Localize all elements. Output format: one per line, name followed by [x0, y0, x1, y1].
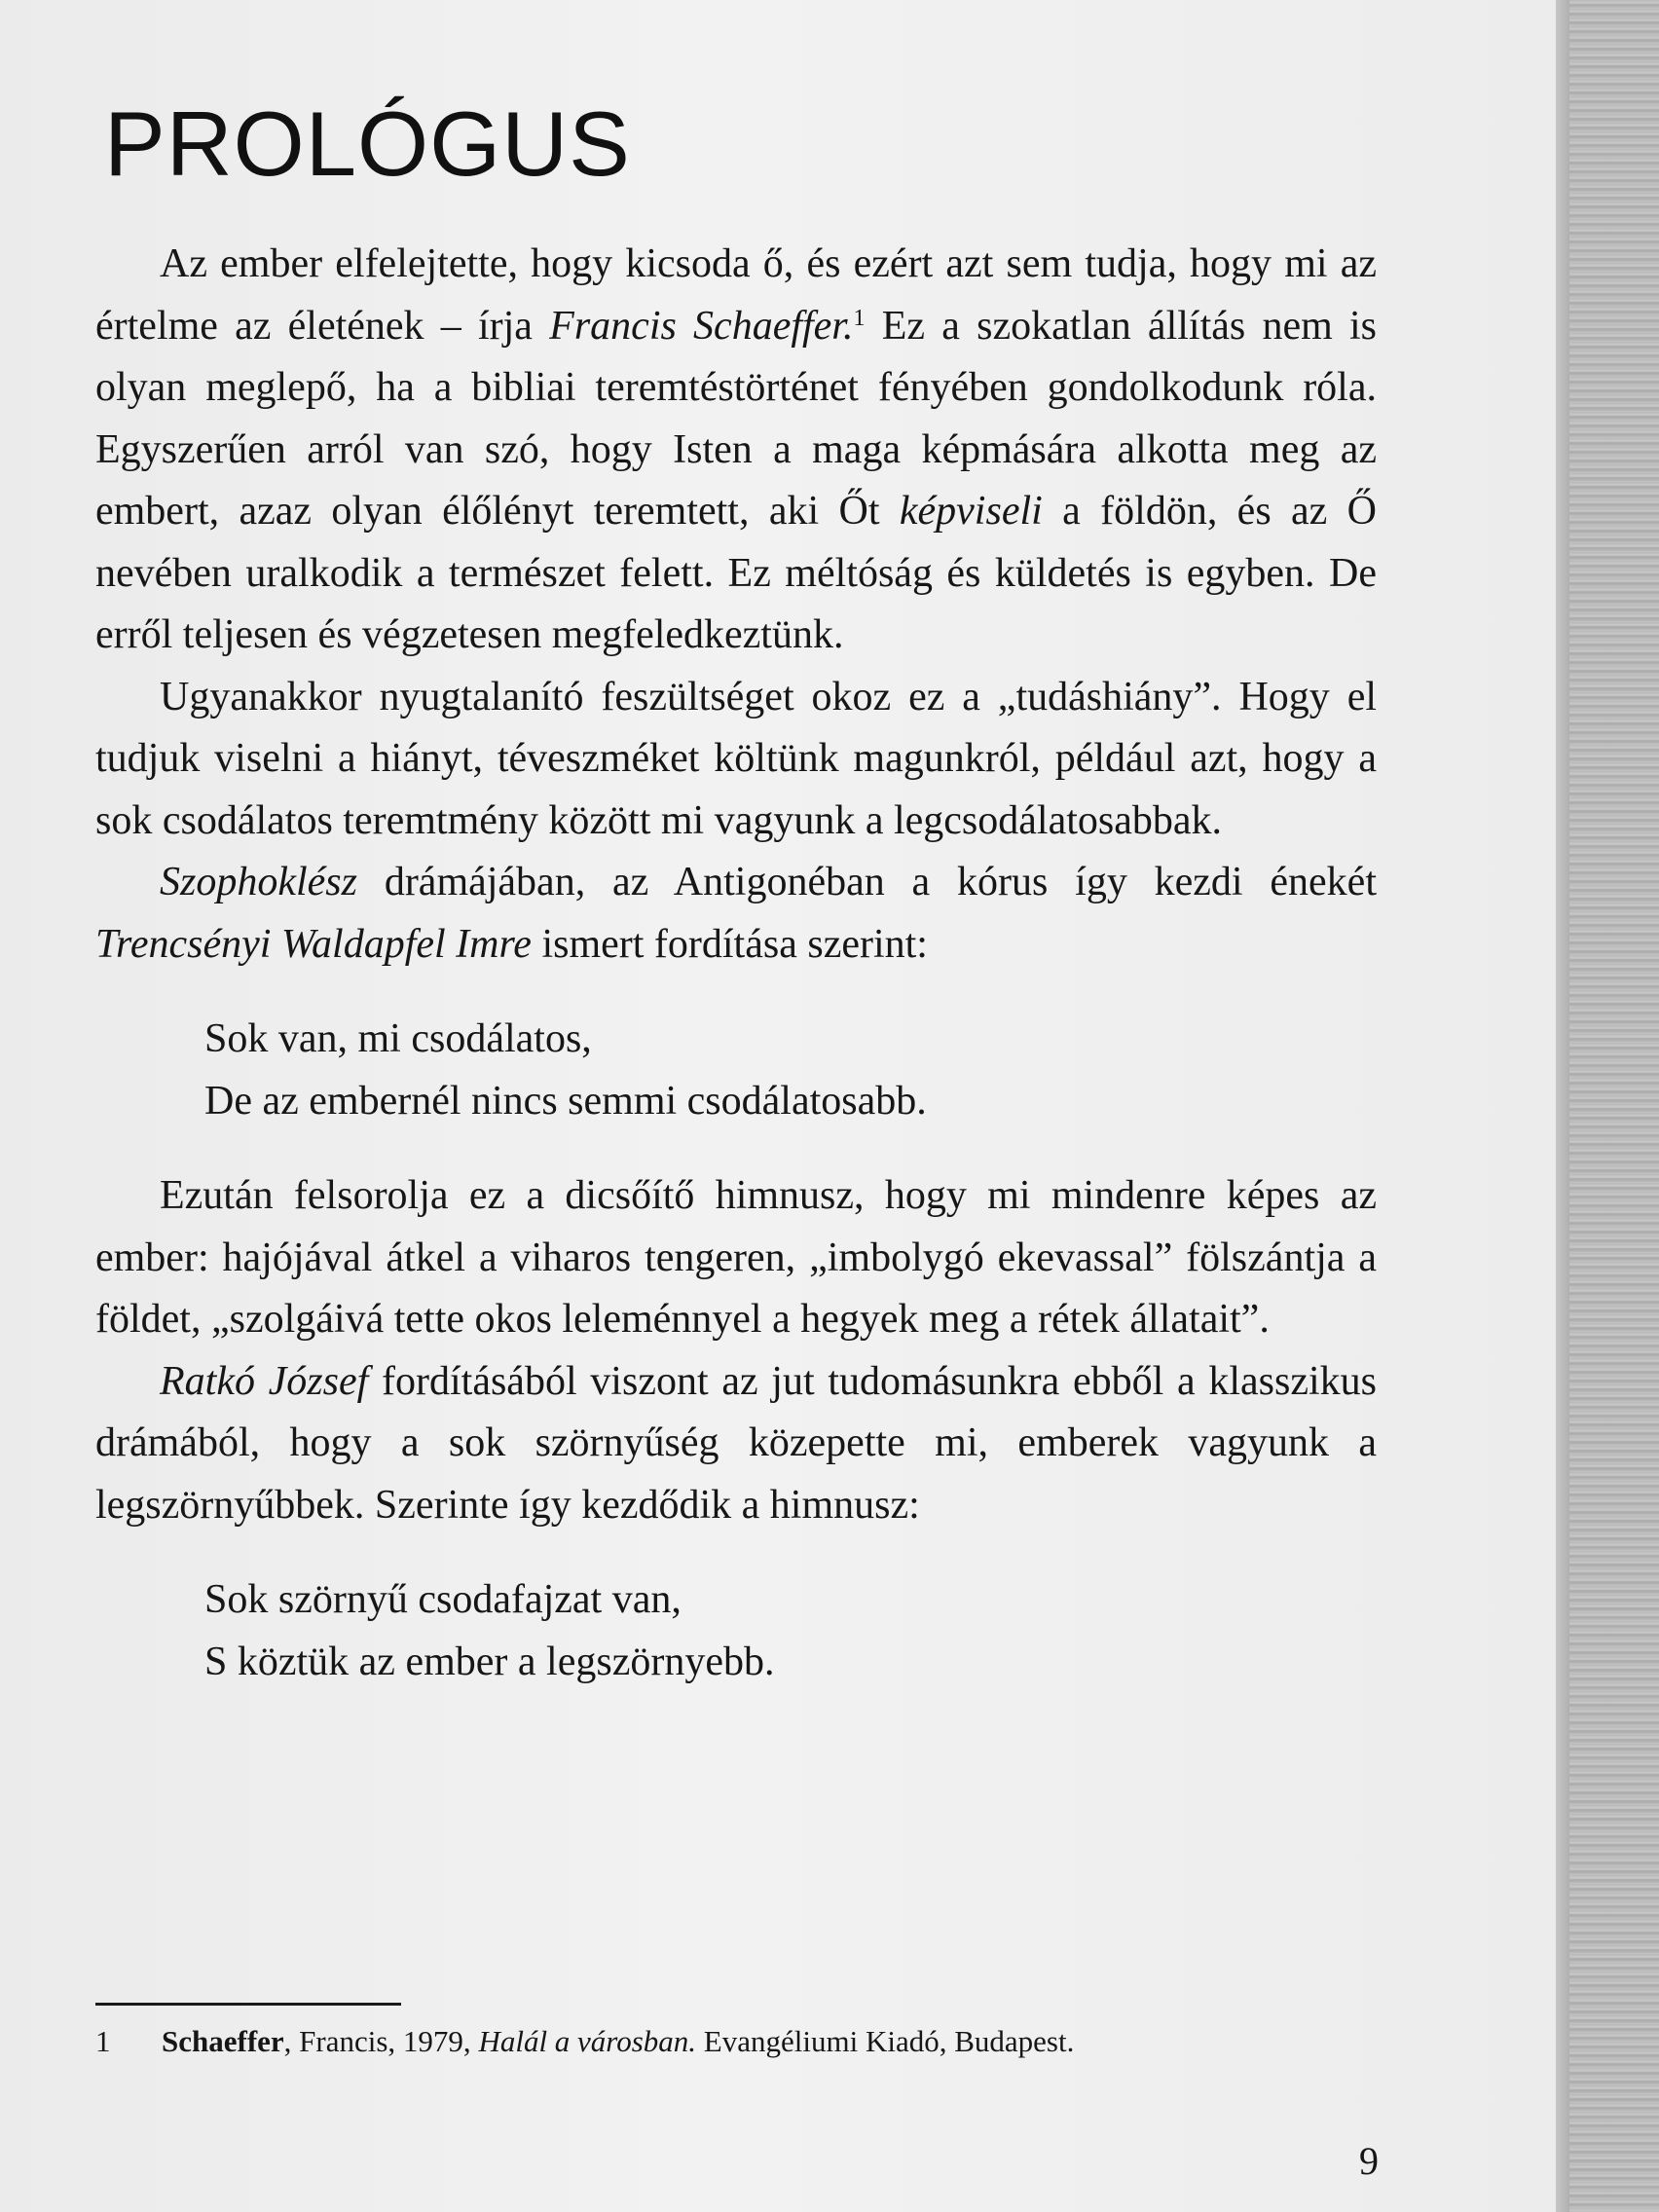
verse-line: Sok szörnyű csodafajzat van,	[204, 1577, 682, 1622]
footnote-rule	[95, 2003, 401, 2006]
translator-name: Trencsényi Waldapfel Imre	[95, 921, 532, 967]
book-edge-shadow	[1556, 0, 1569, 2212]
footnote-reference: 1	[853, 305, 866, 331]
verse-line: S köztük az ember a legszörnyebb.	[204, 1639, 775, 1684]
page-heading: PROLÓGUS	[104, 92, 631, 195]
book-edge-stripe	[1556, 0, 1659, 2212]
author-name: Szophoklész	[160, 860, 357, 904]
paragraph-4: Ezután felsorolja ez a dicsőítő himnusz, hogy mi mindenre képes az ember: hajójával átkel a viharos tengeren, „imbolygó ekevassal” fölszántja a földet, „szolgáivá tette okos leleménnyel a hegyek meg a rétek állatait”.	[95, 1173, 1377, 1342]
translator-name: Ratkó József	[160, 1358, 369, 1404]
verse-quote-2	[204, 1569, 1377, 1693]
page-number: 9	[1359, 2139, 1379, 2183]
body-text	[95, 234, 1377, 1726]
verse-quote-1	[204, 1009, 1377, 1132]
paragraph-2: Ugyanakkor nyugtalanító feszültséget okoz ez a „tudáshiány”. Hogy el tudjuk viselni a hiányt, téveszméket költünk magunkról, például azt, hogy a sok csodálatos teremtmény között mi vagyunk a legcsodálatosabbak.	[95, 674, 1377, 843]
footnote: 1 Schaeffer, Francis, 1979, Halál a városban. Evangéliumi Kiadó, Budapest.	[95, 2018, 1361, 2065]
paragraph-3: Szophoklész drámájában, az Antigonéban a kórus így kezdi énekét Trencsényi Waldapfel Imre ismert fordítása szerint:	[95, 860, 1377, 967]
verse-line: De az embernél nincs semmi csodálatosabb.	[204, 1078, 927, 1124]
footnote-book-title: Halál a városban.	[478, 2024, 697, 2058]
verse-line: Sok van, mi csodálatos,	[204, 1016, 592, 1061]
footnote-number: 1	[95, 2024, 111, 2058]
emphasis-word: képviseli	[899, 489, 1043, 534]
paragraph-1: Az ember elfelejtette, hogy kicsoda ő, és ezért azt sem tudja, hogy mi az értelme az életének – írja Francis Schaeffer.$^1$ Ez a szokatlan állítás nem is olyan meglepő, ha a bibliai teremtéstörténet fényében gondolkodunk róla. Egyszerűen arról van szó, hogy Isten a maga képmására alkotta meg az embert, azaz olyan élőlényt teremtett, aki Őt képviseli a földön, és az Ő nevében uralkodik a természet felett. Ez méltóság és küldetés is egyben. De erről teljesen és végzetesen megfeledkeztünk.	[95, 241, 1377, 657]
author-name: Francis Schaeffer.	[549, 303, 854, 349]
paragraph-5: Ratkó József fordításából viszont az jut tudomásunkra ebből a klasszikus drámából, hogy a sok szörnyűség közepette mi, emberek vagyunk a legszörnyűbbek. Szerinte így kezdődik a himnusz:	[95, 1358, 1377, 1528]
footnote-author: Schaeffer	[162, 2024, 284, 2058]
